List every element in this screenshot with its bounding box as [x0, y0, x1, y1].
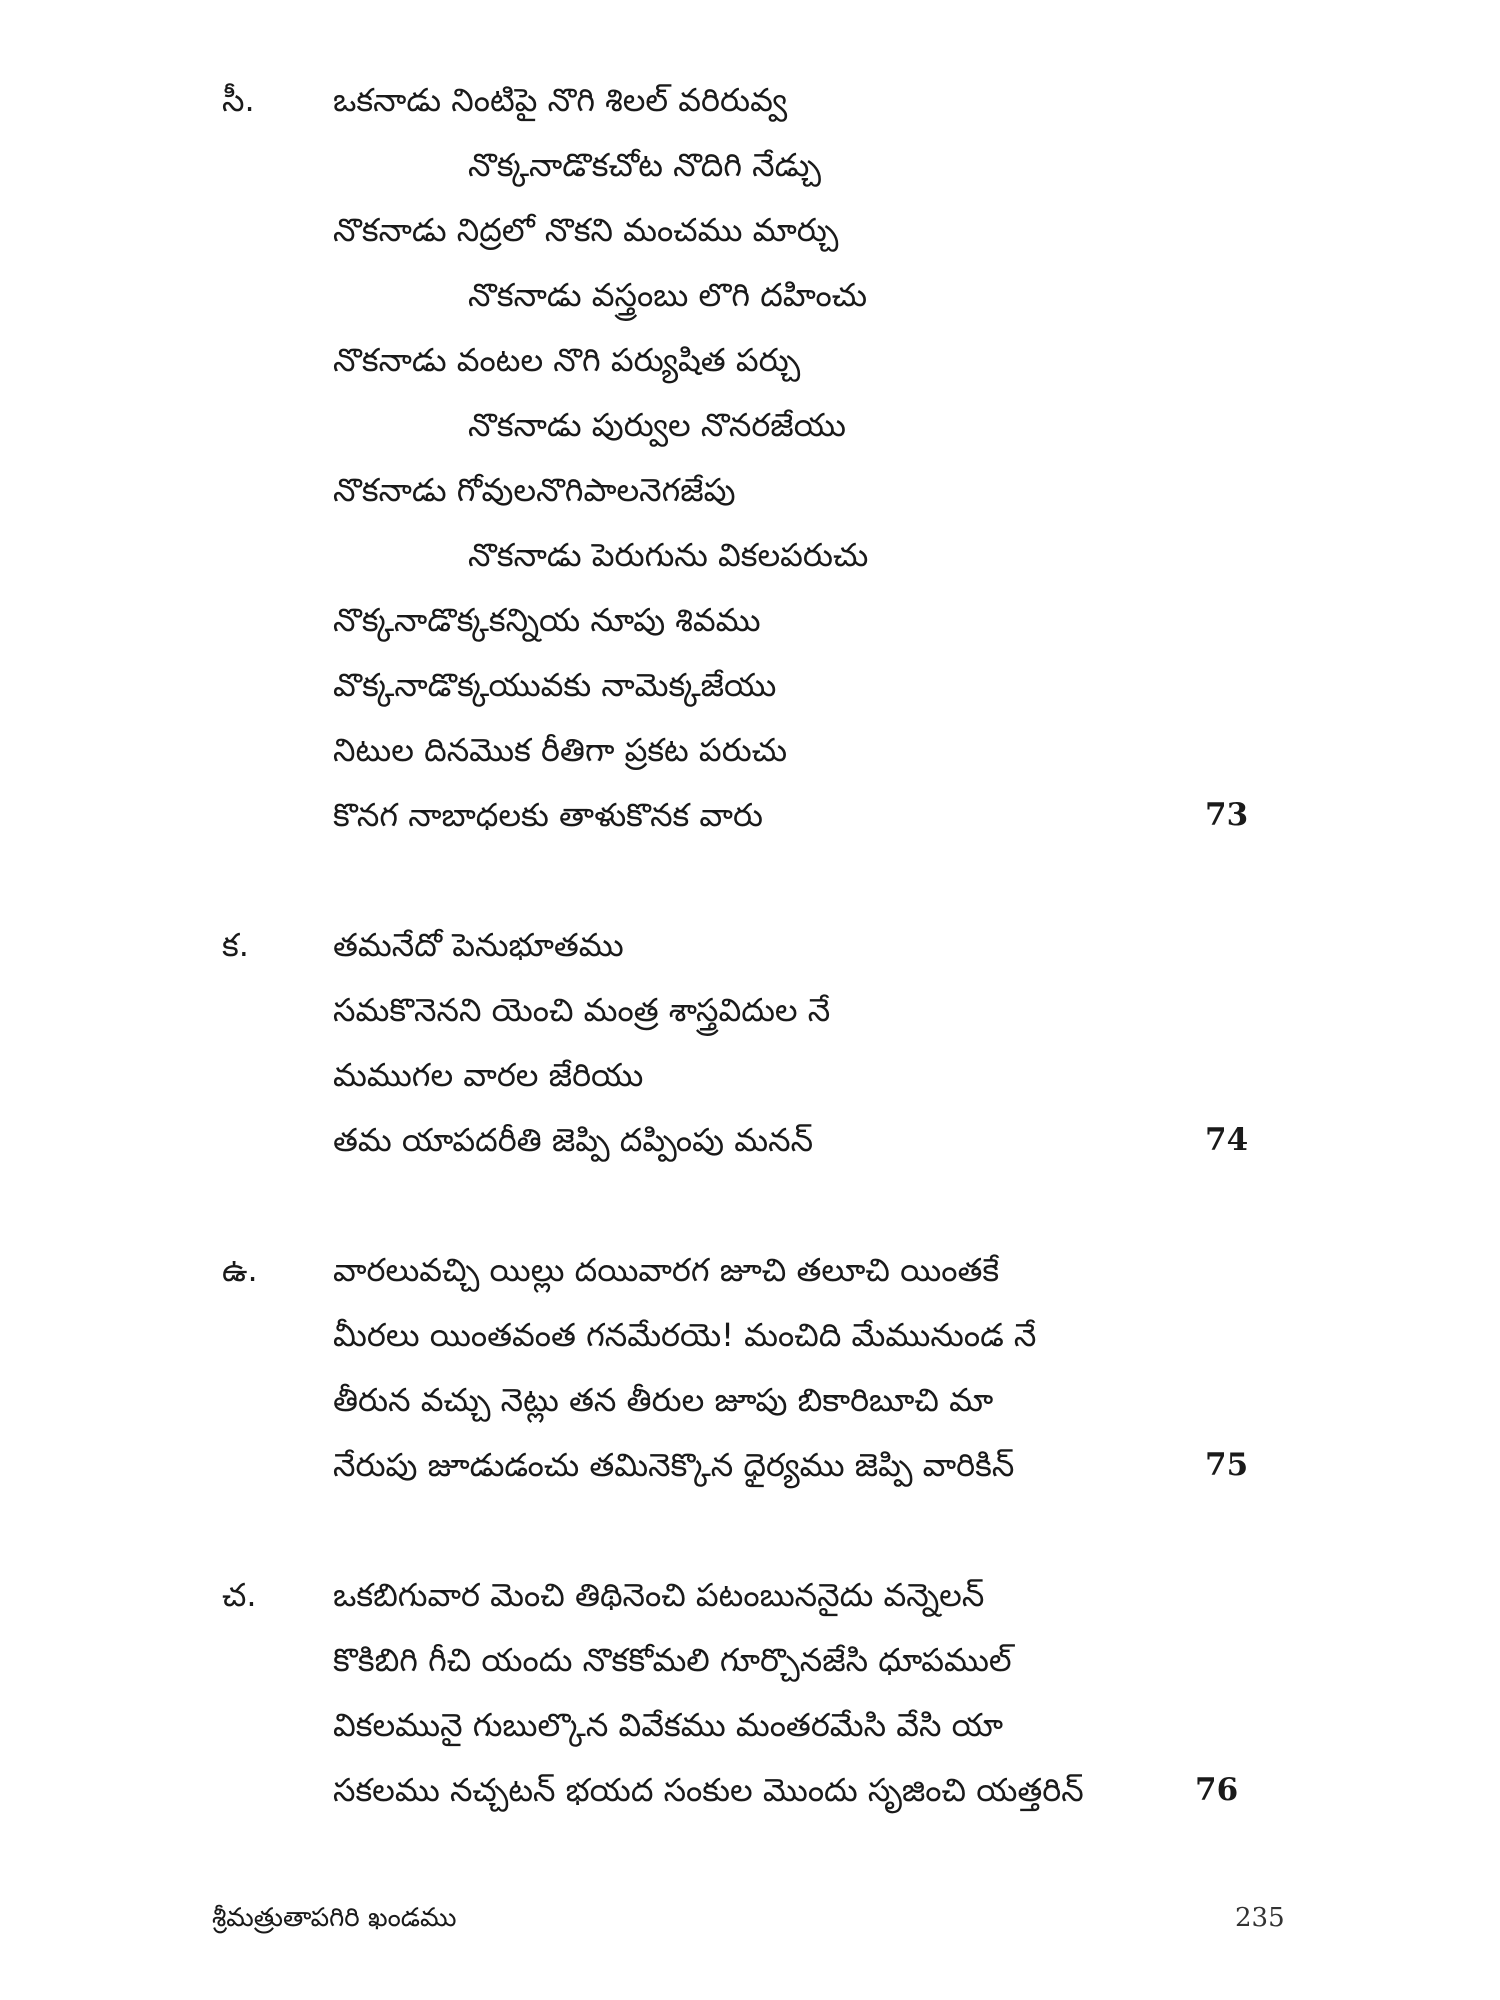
verse-text: తీరున వచ్చు నెట్లు తన తీరుల జూపు బికారిబూచి మా [333, 1381, 994, 1419]
meter-label: చ. [222, 1576, 257, 1614]
verse-number: 73 [1205, 797, 1249, 833]
verse-text: ఒకబిగువార మెంచి తిథినెంచి పటంబుననైదు వన్నెలన్ [333, 1576, 985, 1614]
verse-line [0, 328, 1500, 393]
verse-line [0, 1303, 1500, 1368]
verse-line [0, 198, 1500, 263]
verse-line [0, 133, 1500, 198]
stanza-75 [0, 1238, 1500, 1498]
verse-line [0, 913, 1500, 978]
footer-title: శ్రీమత్రుతాపగిరి ఖండము [212, 1903, 457, 1933]
verse-text: వారలువచ్చి యిల్లు దయివారగ జూచి తలూచి యింతకే [333, 1251, 1000, 1289]
page-footer [0, 1898, 1500, 1938]
verse-number: 76 [1195, 1772, 1239, 1808]
meter-label: క. [222, 926, 249, 964]
verse-text: నొకనాడు వంటల నొగి పర్యుషిత పర్చు [333, 341, 801, 379]
verse-line [0, 588, 1500, 653]
verse-text: నొకనాడు గోవులనొగిపాలనెగజేపు [333, 471, 736, 509]
verse-line [0, 523, 1500, 588]
verse-line [0, 1043, 1500, 1108]
verse-number: 74 [1205, 1122, 1249, 1158]
verse-text: మముగల వారల జేరియు [333, 1056, 644, 1094]
verse-text: కొనగ నాబాధలకు తాళుకొనక వారు [333, 796, 764, 834]
verse-text: నొకనాడు వస్త్రంబు లొగి దహించు [468, 276, 868, 314]
verse-text: నొకనాడు పుర్వుల నొనరజేయు [468, 406, 846, 444]
verse-text: ఒకనాడు నింటిపై నొగి శిలల్ వరిరువ్వ [333, 81, 788, 119]
verse-text: నిటుల దినమొక రీతిగా ప్రకట పరుచు [333, 731, 788, 769]
verse-line [0, 68, 1500, 133]
page-number: 235 [1235, 1903, 1285, 1933]
verse-text: నొకనాడు పెరుగును వికలపరుచు [468, 536, 869, 574]
verse-number: 75 [1205, 1447, 1249, 1483]
verse-line [0, 1368, 1500, 1433]
verse-line [0, 1108, 1500, 1173]
verse-text: మీరలు యింతవంత గనమేరయె! మంచిది మేమునుండ నే [333, 1316, 1037, 1354]
verse-text: కొకిబిగి గీచి యందు నొకకోమలి గూర్చొనజేసి ధూపముల్ [333, 1641, 1012, 1679]
verse-line [0, 978, 1500, 1043]
verse-line [0, 263, 1500, 328]
verse-text: వికలమునై గుబుల్కొన వివేకము మంతరమేసి వేసి యా [333, 1706, 1004, 1744]
verse-text: సమకొనెనని యెంచి మంత్ర శాస్త్రవిదుల నే [333, 991, 831, 1029]
verse-text: నేరుపు జూడుడంచు తమినెక్కొన ధైర్యము జెప్పి వారికిన్ [333, 1446, 1015, 1484]
verse-line [0, 1758, 1500, 1823]
verse-line [0, 1563, 1500, 1628]
verse-text: తమనేదో పెనుభూతము [333, 926, 624, 964]
verse-line [0, 1433, 1500, 1498]
verse-line [0, 1628, 1500, 1693]
verse-line [0, 393, 1500, 458]
verse-line [0, 653, 1500, 718]
stanza-73 [0, 68, 1500, 848]
verse-line [0, 1238, 1500, 1303]
verse-line [0, 1693, 1500, 1758]
verse-line [0, 783, 1500, 848]
verse-text: నొకనాడు నిద్రలో నొకని మంచము మార్చు [333, 211, 839, 249]
verse-line [0, 458, 1500, 523]
verse-line [0, 718, 1500, 783]
verse-text: తమ యాపదరీతి జెప్పి దప్పింపు మనన్ [333, 1121, 814, 1159]
stanza-76 [0, 1563, 1500, 1823]
meter-label: సీ. [222, 81, 255, 119]
verse-text: సకలము నచ్చటన్ భయద సంకుల మొందు సృజించి యత్తరిన్ [333, 1771, 1084, 1809]
verse-text: వొక్కనాడొక్కయువకు నామెక్కజేయు [333, 666, 777, 704]
verse-text: నొక్కనాడొకచోట నొదిగి నేడ్చు [468, 146, 821, 184]
meter-label: ఉ. [222, 1251, 258, 1289]
stanza-74 [0, 913, 1500, 1173]
verse-text: నొక్కనాడొక్కకన్నియ నూపు శివము [333, 601, 761, 639]
